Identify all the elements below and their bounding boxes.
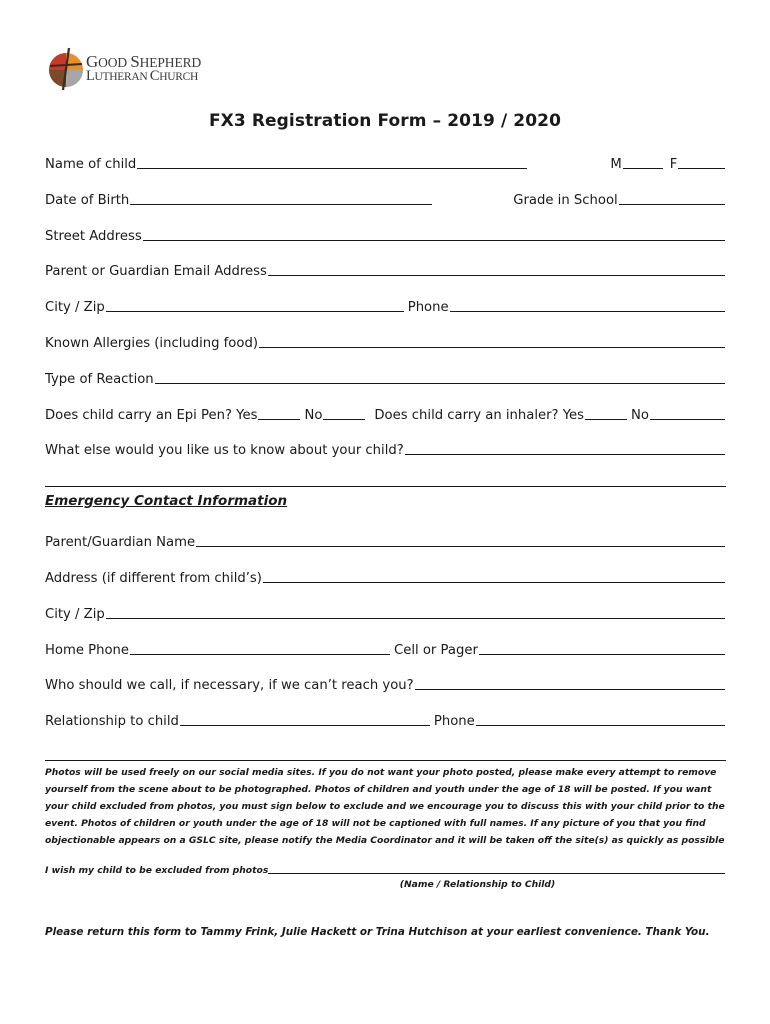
home-phone-label: Home Phone (45, 643, 129, 658)
form-title: FX3 Registration Form – 2019 / 2020 (208, 111, 562, 131)
city-zip-phone-row (45, 295, 726, 315)
photo-exclude-row (45, 862, 725, 876)
reaction-label: Type of Reaction (45, 372, 154, 387)
emergency-address-row (45, 566, 726, 586)
who-call-field[interactable] (415, 689, 725, 690)
emergency-contact-heading: Emergency Contact Information (45, 493, 288, 509)
know-more-label: What else would you like us to know about your child? (45, 443, 404, 458)
epi-inhaler-row (45, 403, 726, 423)
guardian-name-label: Parent/Guardian Name (45, 535, 196, 550)
dob-field[interactable] (130, 204, 432, 205)
epi-pen-no-label: No (304, 408, 323, 423)
guardian-name-field[interactable] (196, 546, 725, 547)
street-label: Street Address (45, 229, 142, 244)
name-of-child-row (45, 152, 726, 172)
epi-pen-label: Does child carry an Epi Pen? Yes (45, 408, 258, 423)
grade-label: Grade in School (513, 193, 618, 208)
know-more-row (45, 438, 726, 458)
shepherd-cross-icon (46, 46, 86, 92)
home-cell-row (45, 638, 726, 658)
allergies-row (45, 331, 726, 351)
dob-row (45, 188, 726, 208)
parent-email-field[interactable] (268, 275, 725, 276)
emergency-city-zip-field[interactable] (106, 618, 725, 619)
allergies-label: Known Allergies (including food) (45, 336, 258, 351)
phone-field[interactable] (450, 311, 725, 312)
emergency-city-zip-row (45, 602, 726, 622)
city-zip-field[interactable] (106, 311, 404, 312)
cell-field[interactable] (479, 654, 725, 655)
city-zip-label: City / Zip (45, 300, 105, 315)
logo-text-line2: LUTHERAN CHURCH (86, 68, 198, 84)
who-call-row (45, 673, 726, 693)
allergies-field[interactable] (259, 347, 725, 348)
photo-policy-notice: Photos will be used freely on our social media sites. If you do not want your photo posted, please make every attempt to remove yourself from the scene about to be photographed. Photos of children and youth under the age of 18 will be posted. If you want your child excluded from photos, you must sign below to exclude and we encourage you to discuss this with your child prior to the event. Photos of children or youth under the age of 18 will not be captioned with full names. If any picture of you that you find objectionable appears on a GSLC site, please notify the Media Coordinator and it will be taken off the site(s) as quickly as possible (45, 767, 725, 846)
inhaler-label: Does child carry an inhaler? Yes (374, 408, 585, 423)
female-field[interactable] (678, 168, 725, 169)
inhaler-no-label: No (631, 408, 649, 423)
photo-exclude-label: I wish my child to be excluded from photos (45, 865, 269, 876)
grade-field[interactable] (619, 204, 725, 205)
emergency-address-label: Address (if different from child’s) (45, 571, 262, 586)
reaction-field[interactable] (155, 383, 725, 384)
photo-exclude-caption: (Name / Relationship to Child) (399, 879, 556, 890)
who-call-label: Who should we call, if necessary, if we can’t reach you? (45, 678, 414, 693)
church-logo (46, 46, 202, 94)
guardian-name-row (45, 530, 726, 550)
emergency-phone-label: Phone (433, 714, 475, 729)
parent-email-row (45, 259, 726, 279)
parent-email-label: Parent or Guardian Email Address (45, 264, 267, 279)
phone-label: Phone (407, 300, 449, 315)
epi-pen-yes-field[interactable] (258, 419, 300, 420)
reaction-row (45, 367, 726, 387)
divider-line (45, 760, 726, 761)
relationship-label: Relationship to child (45, 714, 179, 729)
know-more-extra-line[interactable] (45, 486, 726, 487)
epi-pen-no-field[interactable] (323, 419, 365, 420)
return-instructions: Please return this form to Tammy Frink, Julie Hackett or Trina Hutchison at your earliest convenience. Thank You. (45, 926, 710, 938)
female-label: F (669, 157, 678, 172)
emergency-phone-field[interactable] (476, 725, 725, 726)
dob-label: Date of Birth (45, 193, 130, 208)
street-row (45, 224, 726, 244)
street-field[interactable] (143, 240, 725, 241)
inhaler-yes-field[interactable] (585, 419, 627, 420)
emergency-city-zip-label: City / Zip (45, 607, 105, 622)
male-label: M (610, 157, 622, 172)
cell-label: Cell or Pager (394, 643, 478, 658)
name-of-child-label: Name of child (45, 157, 137, 172)
relationship-row (45, 709, 726, 729)
inhaler-no-field[interactable] (650, 419, 725, 420)
emergency-address-field[interactable] (263, 582, 725, 583)
photo-exclude-signature-field[interactable] (268, 873, 725, 874)
male-field[interactable] (623, 168, 663, 169)
name-of-child-field[interactable] (137, 168, 527, 169)
know-more-field[interactable] (405, 454, 725, 455)
home-phone-field[interactable] (130, 654, 390, 655)
logo-text-line1: GOOD SHEPHERD (86, 52, 202, 71)
relationship-field[interactable] (180, 725, 430, 726)
